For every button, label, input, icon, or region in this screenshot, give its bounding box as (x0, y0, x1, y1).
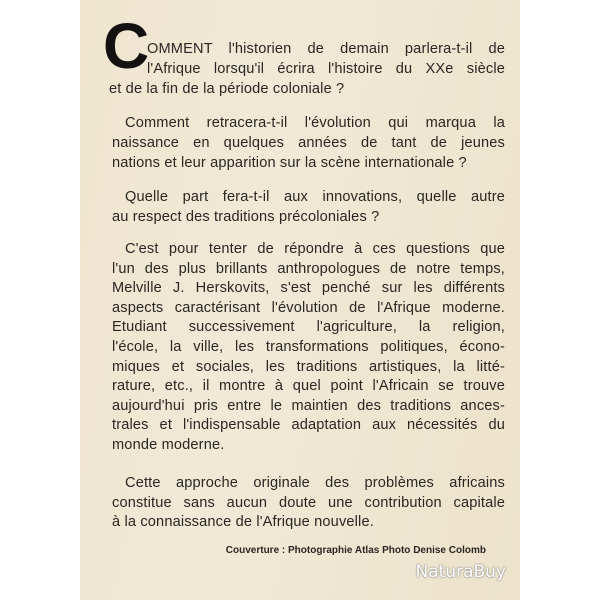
text-line: trales et l'indispensable adaptation aux nécessités du (112, 417, 505, 433)
text-line: aspects caractérisant l'évolution de l'Afrique moderne. (112, 300, 505, 316)
text-line: l'école, la ville, les transformations politiques, écono- (112, 339, 505, 355)
text-line: Cette approche originale des problèmes africains (125, 475, 505, 491)
text-line: l'un des plus brillants anthropologues de notre temps, (112, 261, 505, 277)
watermark-logo: NaturaBuy (415, 562, 506, 582)
text-line: OMMENT l'historien de demain parlera-t-il de (147, 41, 505, 57)
cover-credit: Couverture : Photographie Atlas Photo Denise Colomb (225, 545, 486, 556)
text-line: rature, etc., il montre à quel point l'Africain se trouve (112, 378, 505, 394)
text-line: constitue sans aucun doute une contribution capitale (112, 495, 505, 511)
text-line: aujourd'hui pris entre le maintien des traditions ances- (112, 398, 505, 414)
text-line: Etudiant successivement l'agriculture, la religion, (112, 319, 505, 335)
text-line: l'Afrique lorsqu'il écrira l'histoire du XXe siècle (147, 61, 505, 77)
text-line: et de la fin de la période coloniale ? (109, 81, 345, 97)
drop-cap: C (103, 10, 150, 82)
text-line: monde moderne. (112, 437, 225, 453)
text-line: naissance en quelques années de tant de jeunes (112, 135, 505, 151)
text-line: à la connaissance de l'Afrique nouvelle. (112, 514, 374, 530)
text-line: Quelle part fera-t-il aux innovations, quelle autre (125, 189, 505, 205)
text-line: Comment retracera-t-il l'évolution qui marqua la (125, 115, 505, 131)
text-line: Melville J. Herskovits, s'est penché sur les différents (112, 280, 505, 296)
text-line: C'est pour tenter de répondre à ces questions que (125, 241, 505, 257)
text-line: nations et leur apparition sur la scène internationale ? (112, 155, 467, 171)
text-line: miques et sociales, les traditions artistiques, la litté- (112, 359, 505, 375)
text-line: au respect des traditions précoloniales ? (112, 209, 380, 225)
